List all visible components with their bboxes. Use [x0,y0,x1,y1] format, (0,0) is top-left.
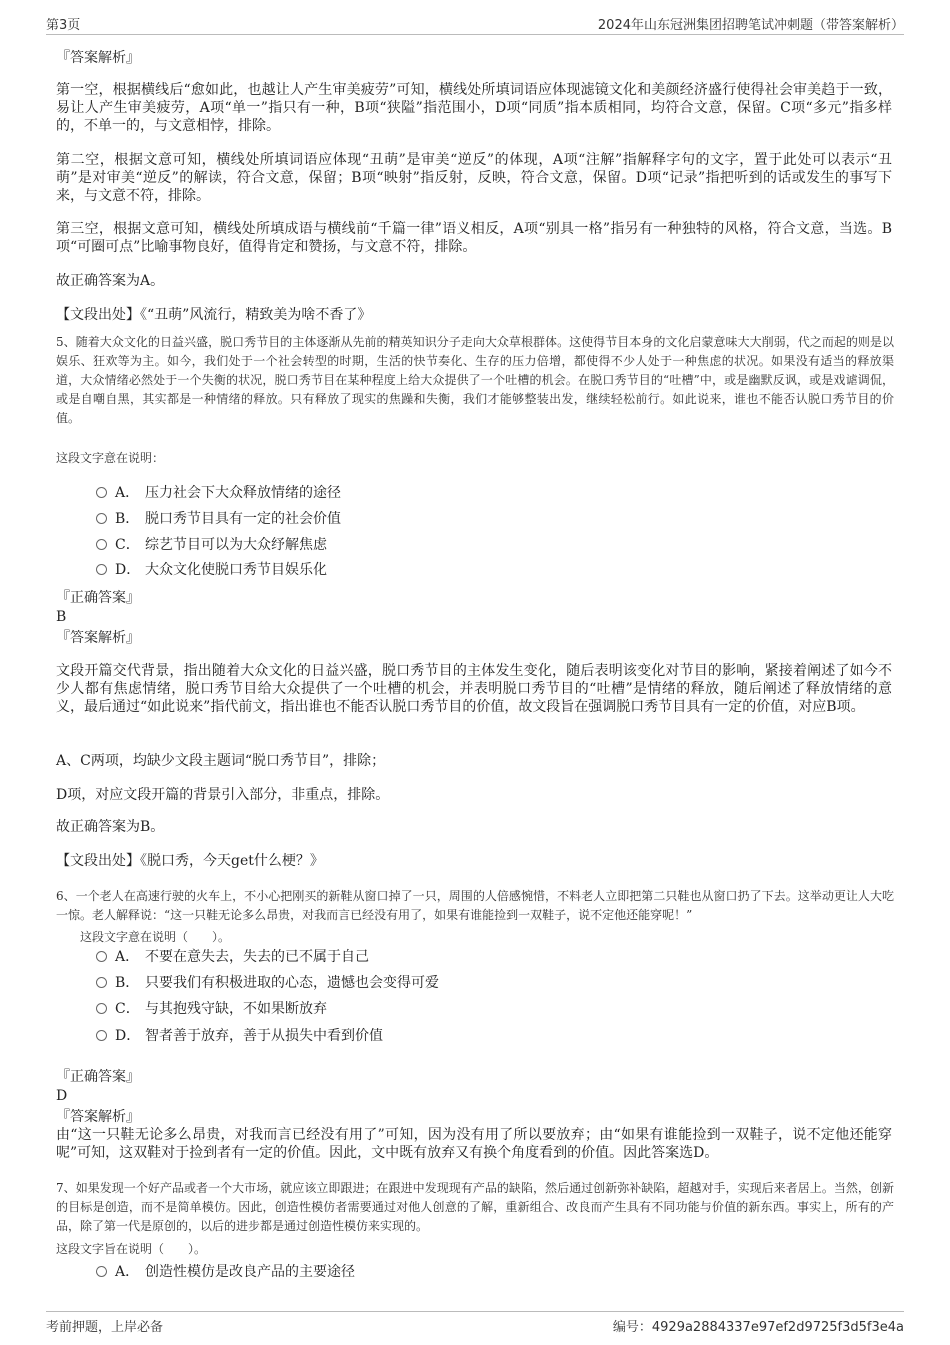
option-c[interactable]: C． 与其抱残守缺，不如果断放弃 [96,998,327,1020]
document-title: 2024年山东冠洲集团招聘笔试冲刺题（带答案解析） [597,18,904,33]
analysis-label: 『答案解析』 [56,630,140,646]
analysis-paragraph: 第三空，根据文意可知，横线处所填成语与横线前“千篇一律”语义相反，A项“别具一格”指另有一种独特的风格，符合文意，当选。B项“可圈可点”比喻事物良好，值得肯定和赞扬，与文意不符，排除。 [56,221,892,255]
analysis-paragraph: 由“这一只鞋无论多么昂贵，对我而言已经没有用了”可知，因为没有用了所以要放弃；由“如果有谁能捡到一双鞋子，说不定他还能穿呢”可知，这双鞋对于捡到者有一定的价值。因此，文中既有放弃又有换个角度看到的价值。因此答案选D。 [56,1127,892,1161]
page-footer [46,1311,904,1336]
radio-icon[interactable] [96,564,107,575]
analysis-paragraph: 文段开篇交代背景，指出随着大众文化的日益兴盛，脱口秀节目的主体发生变化，随后表明该变化对节目的影响，紧接着阐述了如今不少人都有焦虑情绪，脱口秀节目给大众提供了一个吐槽的机会，并表明脱口秀节目的“吐槽”是情绪的释放，随后阐述了释放情绪的意义，最后通过“如此说来”指代前文，指出谁也不能否认脱口秀节目的价值，故文段旨在强调脱口秀节目具有一定的价值，对应B项。 [56,663,892,715]
footer-slogan: 考前押题，上岸必备 [46,1320,164,1335]
source-citation: 【文段出处】《“丑萌”风流行，精致美为啥不香了》 [56,307,372,323]
conclusion: 故正确答案为A。 [56,273,165,289]
question-stem: 5、随着大众文化的日益兴盛，脱口秀节目的主体逐渐从先前的精英知识分子走向大众草根群体。这使得节目本身的文化启蒙意味大大削弱，代之而起的则是以娱乐、狂欢等为主。如今，我们处于一个社会转型的时期，生活的快节奏化、生存的压力倍增，都使得不少人处于一种焦虑的状况。如果没有适当的释放渠道，大众情绪必然处于一个失衡的状况，脱口秀节目在某种程度上给大众提供了一个吐槽的机会。在脱口秀节目的“吐槽”中，或是幽默反讽，或是戏谑调侃，或是自嘲自黑，其实都是一种情绪的释放。只有释放了现实的焦躁和失衡，我们才能够整装出发，继续轻松前行。如此说来，谁也不能否认脱口秀节目的价值。 [56,335,894,425]
question-stem: 7、如果发现一个好产品或者一个大市场，就应该立即跟进；在跟进中发现现有产品的缺陷，然后通过创新弥补缺陷，超越对手，实现后来者居上。当然，创新的目标是创造，而不是简单模仿。因此，创造性模仿者需要通过对他人创意的了解，重新组合、改良而产生具有不同功能与价值的新东西。事实上，所有的产品，除了第一代是原创的，以后的进步都是通过创造性模仿来实现的。 [56,1181,894,1233]
question-prompt: 这段文字旨在说明（ ）。 [56,1242,207,1256]
option-b[interactable]: B． 脱口秀节目具有一定的社会价值 [96,508,341,530]
question-prompt: 这段文字意在说明： [56,451,165,465]
option-c[interactable]: C． 综艺节目可以为大众纾解焦虑 [96,534,327,556]
option-d[interactable]: D． 大众文化使脱口秀节目娱乐化 [96,559,327,581]
analysis-label: 『答案解析』 [56,1109,140,1125]
option-b[interactable]: B． 只要我们有积极进取的心态，遗憾也会变得可爱 [96,972,439,994]
analysis-paragraph: A、C两项，均缺少文段主题词“脱口秀节目”，排除； [56,753,386,769]
option-a[interactable]: A． 不要在意失去，失去的已不属于自己 [96,946,369,968]
correct-answer-label: 『正确答案』 [56,1069,140,1085]
radio-icon[interactable] [96,513,107,524]
correct-answer: D [56,1088,68,1104]
question-stem: 6、一个老人在高速行驶的火车上，不小心把刚买的新鞋从窗口掉了一只，周围的人倍感惋惜，不料老人立即把第二只鞋也从窗口扔了下去。这举动更让人大吃一惊。老人解释说：“这一只鞋无论多么昂贵，对我而言已经没有用了，如果有谁能捡到一双鞋子，说不定他还能穿呢！” [56,889,894,922]
analysis-paragraph: D项，对应文段开篇的背景引入部分，非重点，排除。 [56,787,390,803]
page-number: 第3页 [46,18,81,33]
radio-icon[interactable] [96,977,107,988]
option-d[interactable]: D． 智者善于放弃，善于从损失中看到价值 [96,1025,383,1047]
option-a[interactable]: A． 压力社会下大众释放情绪的途径 [96,482,341,504]
radio-icon[interactable] [96,487,107,498]
analysis-paragraph: 第一空，根据横线后“愈如此，也越让人产生审美疲劳”可知，横线处所填词语应体现滤镜文化和美颜经济盛行使得社会审美趋于一致，易让人产生审美疲劳，A项“单一”指只有一种，B项“狭隘”指范围小，D项“同质”指本质相同，均符合文意，保留。C项“多元”指多样的，不单一的，与文意相悖，排除。 [56,82,892,134]
question-prompt: 这段文字意在说明（ ）。 [80,930,231,944]
radio-icon[interactable] [96,539,107,550]
conclusion: 故正确答案为B。 [56,819,165,835]
correct-answer-label: 『正确答案』 [56,590,140,606]
analysis-label: 『答案解析』 [56,50,140,66]
radio-icon[interactable] [96,1003,107,1014]
radio-icon[interactable] [96,1266,107,1277]
correct-answer: B [56,609,67,625]
radio-icon[interactable] [96,1030,107,1041]
option-a[interactable]: A． 创造性模仿是改良产品的主要途径 [96,1261,355,1283]
document-id: 编号：4929a2884337e97ef2d9725f3d5f3e4a [612,1320,904,1335]
source-citation: 【文段出处】《脱口秀，今天get什么梗？》 [56,853,324,869]
analysis-paragraph: 第二空，根据文意可知，横线处所填词语应体现“丑萌”是审美“逆反”的体现，A项“注解”指解释字句的文字，置于此处可以表示“丑萌”是对审美“逆反”的解读，符合文意，保留；B项“映射”指反射，反映，符合文意，保留。D项“记录”指把听到的话或发生的事写下来，与文意不符，排除。 [56,152,892,204]
radio-icon[interactable] [96,951,107,962]
